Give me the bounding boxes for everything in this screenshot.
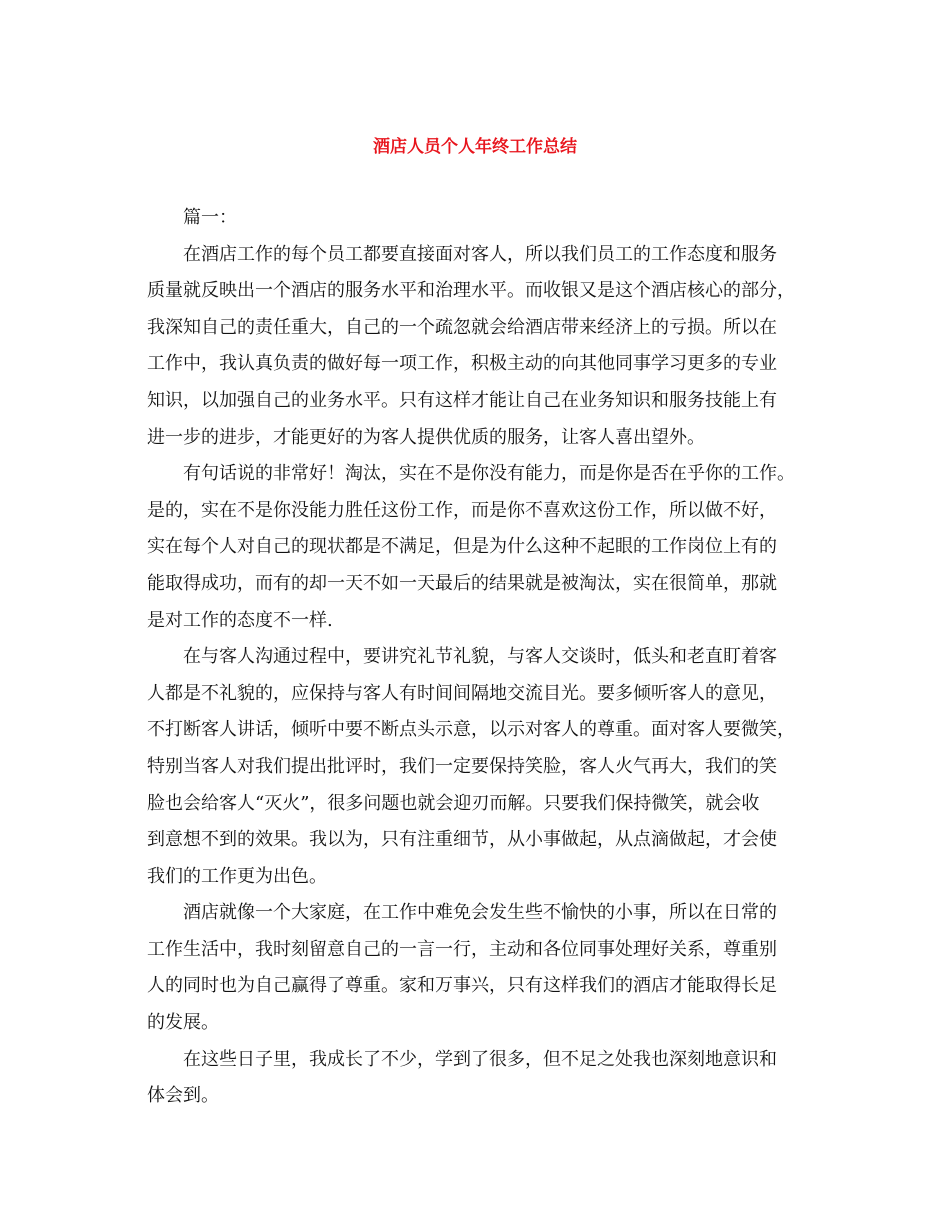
document-title: 酒店人员个人年终工作总结: [373, 137, 577, 157]
paragraph-4: [147, 895, 802, 1041]
paragraph-line: 特别当客人对我们提出批评时，我们一定要保持笑脸，客人火气再大，我们的笑: [147, 755, 777, 777]
paragraph-line: 在这些日子里，我成长了不少，学到了很多，但不足之处我也深刻地意识和: [183, 1048, 777, 1070]
paragraph-3: [147, 639, 802, 895]
paragraph-line: 在酒店工作的每个员工都要直接面对客人，所以我们员工的工作态度和服务: [183, 243, 777, 265]
paragraph-line: 能取得成功，而有的却一天不如一天最后的结果就是被淘汰，实在很简单，那就: [147, 572, 777, 594]
paragraph-line: 知识，以加强自己的业务水平。只有这样才能让自己在业务知识和服务技能上有: [147, 389, 777, 411]
paragraph-line: 不打断客人讲话，倾听中要不断点头示意，以示对客人的尊重。面对客人要微笑，: [147, 719, 795, 741]
paragraph-line: 工作中，我认真负责的做好每一项工作，积极主动的向其他同事学习更多的专业: [147, 353, 777, 375]
paragraph-line: 是的，实在不是你没能力胜任这份工作，而是你不喜欢这份工作，所以做不好，: [147, 499, 777, 521]
paragraph-5: [147, 1042, 802, 1115]
paragraph-line: 到意想不到的效果。我以为，只有注重细节，从小事做起，从点滴做起，才会使: [147, 829, 777, 851]
section-label: 篇一：: [183, 207, 237, 228]
paragraph-line: 进一步的进步，才能更好的为客人提供优质的服务，让客人喜出望外。: [147, 426, 705, 448]
paragraph-2: [147, 456, 802, 639]
paragraph-line: 人的同时也为自己赢得了尊重。家和万事兴，只有这样我们的酒店才能取得长足: [147, 975, 777, 997]
paragraph-line: 在与客人沟通过程中，要讲究礼节礼貌，与客人交谈时，低头和老直盯着客: [183, 646, 777, 668]
paragraph-line: 工作生活中，我时刻留意自己的一言一行，主动和各位同事处理好关系，尊重别: [147, 938, 777, 960]
paragraph-line: 酒店就像一个大家庭，在工作中难免会发生些不愉快的小事，所以在日常的: [183, 902, 777, 924]
document-body: [147, 200, 802, 1115]
paragraph-line: 人都是不礼貌的，应保持与客人有时间间隔地交流目光。要多倾听客人的意见，: [147, 682, 777, 704]
paragraph-line: 有句话说的非常好！淘汰，实在不是你没有能力，而是你是否在乎你的工作。: [183, 463, 795, 485]
paragraph-line: 脸也会给客人“灭火”，很多问题也就会迎刃而解。只要我们保持微笑，就会收: [147, 792, 760, 814]
paragraph-1: [147, 237, 802, 457]
paragraph-line: 体会到。: [147, 1085, 219, 1107]
paragraph-line: 的发展。: [147, 1012, 219, 1034]
paragraph-line: 是对工作的态度不一样.: [147, 609, 333, 631]
paragraph-line: 我们的工作更为出色。: [147, 865, 327, 887]
paragraph-line: 质量就反映出一个酒店的服务水平和治理水平。而收银又是这个酒店核心的部分，: [147, 280, 795, 302]
paragraph-line: 我深知自己的责任重大，自己的一个疏忽就会给酒店带来经济上的亏损。所以在: [147, 316, 777, 338]
paragraph-line: 实在每个人对自己的现状都是不满足，但是为什么这种不起眼的工作岗位上有的: [147, 536, 777, 558]
